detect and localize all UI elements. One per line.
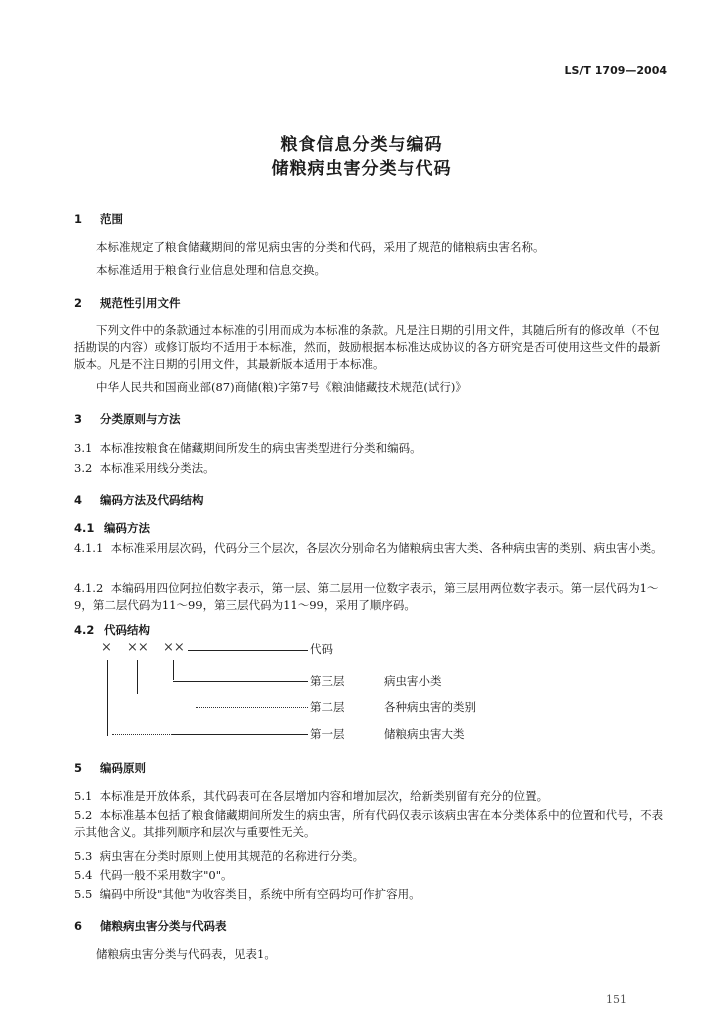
clause-number: 4.1.1 [74, 541, 104, 555]
clause-item [74, 580, 670, 614]
code-label: 代码 [310, 642, 333, 656]
subsection-4-2-heading [74, 622, 150, 638]
paragraph: 储粮病虫害分类与代码表，见表1。 [96, 947, 276, 961]
clause-text: 本标准基本包括了粮食储藏期间所发生的病虫害，所有代码仅表示该病虫害在本分类体系中的位置和代号，不表示其他含义。其排列顺序和层次与重要性无关。 [74, 808, 664, 839]
clause-number: 5.5 [74, 887, 93, 901]
clause-number: 5.4 [74, 868, 93, 882]
clause-item [74, 848, 364, 865]
standard-number: LS/T 1709—2004 [564, 64, 667, 77]
section-title: 储粮病虫害分类与代码表 [100, 919, 227, 933]
section-title: 编码原则 [100, 761, 146, 775]
digit-placeholder-2: ×× [127, 640, 149, 655]
subsection-number: 4.2 [74, 623, 95, 637]
section-2-heading [74, 295, 181, 311]
section-title: 范围 [100, 212, 123, 226]
connector-line [173, 660, 174, 680]
connector-line [137, 660, 138, 694]
digit-placeholder-3: ×× [163, 640, 185, 655]
connector-line [172, 734, 308, 735]
section-5-heading [74, 760, 146, 776]
section-title: 规范性引用文件 [100, 296, 181, 310]
clause-number: 5.1 [74, 789, 93, 803]
page-number: 151 [606, 993, 627, 1006]
clause-number: 3.1 [74, 441, 93, 455]
clause-item [74, 867, 233, 884]
section-number: 6 [74, 919, 83, 933]
clause-item [74, 440, 422, 457]
clause-text: 本标准采用线分类法。 [99, 461, 215, 475]
subsection-title: 编码方法 [104, 521, 151, 535]
paragraph: 本标准规定了粮食储藏期间的常见病虫害的分类和代码，采用了规范的储粮病虫害名称。 [96, 240, 545, 254]
clause-text: 病虫害在分类时原则上使用其规范的名称进行分类。 [99, 849, 365, 863]
title-line-1: 粮食信息分类与编码 [280, 135, 443, 155]
title-line-2: 储粮病虫害分类与代码 [271, 159, 452, 179]
clause-text: 编码中所设"其他"为收容类目，系统中所有空码均可作扩容用。 [99, 887, 421, 901]
level-3-description: 病虫害小类 [384, 674, 442, 688]
section-6-heading [74, 918, 227, 934]
clause-number: 5.2 [74, 808, 93, 822]
clause-item [74, 788, 548, 805]
clause-number: 4.1.2 [74, 581, 104, 595]
section-number: 1 [74, 212, 83, 226]
section-number: 2 [74, 296, 83, 310]
level-1-label: 第一层 [310, 727, 345, 741]
clause-text: 本编码用四位阿拉伯数字表示，第一层、第二层用一位数字表示，第三层用两位数字表示。第一层代码为1～9，第二层代码为11～99，第三层代码为11～99，采用了顺序码。 [74, 581, 659, 612]
clause-item [74, 460, 215, 477]
connector-line [107, 660, 108, 736]
connector-line [112, 734, 172, 735]
section-number: 3 [74, 412, 83, 426]
paragraph: 本标准适用于粮食行业信息处理和信息交换。 [96, 263, 326, 277]
reference-item: 中华人民共和国商业部(87)商储(粮)字第7号《粮油储藏技术规范(试行)》 [96, 380, 467, 394]
clause-item [74, 540, 670, 557]
level-1-description: 储粮病虫害大类 [384, 727, 465, 741]
clause-text: 本标准采用层次码，代码分三个层次，各层次分别命名为储粮病虫害大类、各种病虫害的类别、病虫害小类。 [110, 541, 663, 555]
subsection-4-1-heading [74, 520, 150, 536]
clause-number: 3.2 [74, 461, 93, 475]
paragraph: 下列文件中的条款通过本标准的引用而成为本标准的条款。凡是注日期的引用文件，其随后所有的修改单（不包括勘误的内容）或修订版均不适用于本标准，然而，鼓励根据本标准达成协议的各方研究是否可使用这些文件的最新版本。凡是不注日期的引用文件，其最新版本适用于本标准。 [74, 323, 661, 371]
section-1-heading [74, 211, 123, 227]
connector-line [173, 681, 308, 682]
subsection-title: 代码结构 [104, 623, 151, 637]
clause-item [74, 807, 670, 841]
subsection-number: 4.1 [74, 521, 95, 535]
section-title: 编码方法及代码结构 [100, 493, 204, 507]
clause-number: 5.3 [74, 849, 93, 863]
clause-text: 本标准是开放体系，其代码表可在各层增加内容和增加层次，给新类别留有充分的位置。 [99, 789, 549, 803]
clause-item [74, 886, 421, 903]
section-4-heading [74, 492, 204, 508]
digit-placeholder-1: × [101, 640, 112, 655]
section-title: 分类原则与方法 [100, 412, 181, 426]
connector-line [196, 707, 308, 708]
level-2-description: 各种病虫害的类别 [384, 700, 476, 714]
section-number: 5 [74, 761, 83, 775]
level-2-label: 第二层 [310, 700, 345, 714]
level-3-label: 第三层 [310, 674, 345, 688]
connector-line [188, 650, 308, 651]
clause-text: 本标准按粮食在储藏期间所发生的病虫害类型进行分类和编码。 [99, 441, 422, 455]
section-number: 4 [74, 493, 83, 507]
section-3-heading [74, 411, 181, 427]
clause-text: 代码一般不采用数字"0"。 [99, 868, 233, 882]
